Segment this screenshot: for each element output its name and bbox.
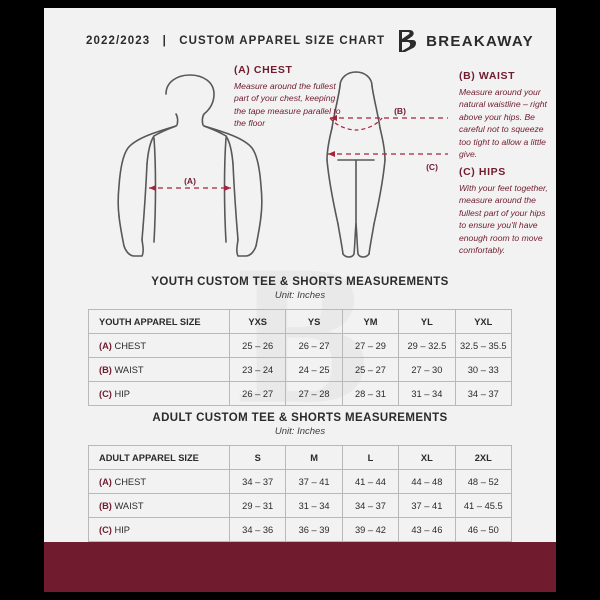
youth-row-2-label [89, 382, 230, 406]
adult-row-0-label [89, 470, 230, 494]
youth-size-table [88, 309, 512, 406]
adult-row-1-label [89, 494, 230, 518]
table-header-row [89, 446, 512, 470]
youth-row-0-label [89, 334, 230, 358]
youth-section [44, 276, 556, 406]
youth-r2-c2: 27 – 28 [286, 382, 342, 406]
adult-row-0-code: (A) [99, 476, 112, 487]
table-row [89, 470, 512, 494]
adult-r0-c1: 34 – 37 [230, 470, 286, 494]
youth-r0-c2: 26 – 27 [286, 334, 342, 358]
youth-r0-c4: 29 – 32.5 [399, 334, 455, 358]
adult-r0-c5: 48 – 52 [455, 470, 511, 494]
adult-r1-c1: 29 – 31 [230, 494, 286, 518]
adult-section [44, 412, 556, 542]
youth-col-5: YXL [455, 310, 511, 334]
waist-note-title: (B) WAIST [459, 70, 516, 82]
youth-r1-c3: 25 – 27 [342, 358, 398, 382]
adult-r2-c3: 39 – 42 [342, 518, 398, 542]
youth-row-0-name: CHEST [114, 340, 147, 351]
waist-measure-line [330, 115, 448, 130]
adult-r0-c2: 37 – 41 [286, 470, 342, 494]
hips-note-body: With your feet together, measure around the fullest part of your hips to ensure you'll have enough room to move comfortably. [459, 183, 548, 256]
adult-col-3: L [342, 446, 398, 470]
table-row [89, 518, 512, 542]
hips-note [459, 166, 551, 257]
adult-row-2-code: (C) [99, 524, 112, 535]
header-separator: | [162, 35, 167, 47]
hips-marker-label: (C) [426, 162, 438, 172]
youth-r0-c5: 32.5 – 35.5 [455, 334, 511, 358]
youth-unit: Unit: Inches [274, 290, 326, 301]
youth-r1-c1: 23 – 24 [230, 358, 286, 382]
adult-row-2-label [89, 518, 230, 542]
adult-row-1-name: WAIST [114, 500, 144, 511]
youth-r1-c2: 24 – 25 [286, 358, 342, 382]
footer-band [44, 542, 556, 592]
adult-r0-c3: 41 – 44 [342, 470, 398, 494]
header-title-text: CUSTOM APPAREL SIZE CHART [179, 35, 386, 47]
adult-row-1-code: (B) [99, 500, 112, 511]
adult-col-4: XL [399, 446, 455, 470]
adult-col-2: M [286, 446, 342, 470]
youth-col-1: YXS [230, 310, 286, 334]
adult-size-table [88, 445, 512, 542]
youth-r2-c1: 26 – 27 [230, 382, 286, 406]
adult-row-0-name: CHEST [114, 476, 147, 487]
size-chart-sheet [44, 8, 556, 592]
adult-col-0: ADULT APPAREL SIZE [89, 446, 230, 470]
adult-title: ADULT CUSTOM TEE & SHORTS MEASUREMENTS [152, 412, 448, 424]
waist-note-body: Measure around your natural waistline – right above your hips. Be careful not to squeeze too tight to allow a little give. [459, 87, 547, 160]
youth-r0-c3: 27 – 29 [342, 334, 398, 358]
header-year: 2022/2023 [86, 35, 151, 47]
hips-note-title: (C) HIPS [459, 166, 506, 178]
youth-row-1-label [89, 358, 230, 382]
adult-r1-c5: 41 – 45.5 [455, 494, 511, 518]
youth-r1-c5: 30 – 33 [455, 358, 511, 382]
youth-col-0: YOUTH APPAREL SIZE [89, 310, 230, 334]
waist-note [459, 70, 551, 161]
youth-row-1-name: WAIST [114, 364, 144, 375]
chest-note [234, 64, 344, 130]
youth-col-2: YS [286, 310, 342, 334]
adult-col-1: S [230, 446, 286, 470]
adult-r2-c4: 43 – 46 [399, 518, 455, 542]
b-monogram-logo-icon [396, 28, 418, 54]
youth-row-1-code: (B) [99, 364, 112, 375]
page-title [86, 35, 385, 47]
brand-lockup [396, 28, 534, 54]
table-row [89, 494, 512, 518]
chest-note-body: Measure around the fullest part of your chest, keeping the tape measure parallel to the floor [234, 81, 341, 129]
adult-r2-c5: 46 – 50 [455, 518, 511, 542]
adult-row-2-name: HIP [114, 524, 130, 535]
waist-marker-label: (B) [394, 106, 406, 116]
adult-r1-c3: 34 – 37 [342, 494, 398, 518]
adult-col-5: 2XL [455, 446, 511, 470]
youth-r2-c4: 31 – 34 [399, 382, 455, 406]
youth-title: YOUTH CUSTOM TEE & SHORTS MEASUREMENTS [151, 276, 449, 288]
youth-row-2-name: HIP [114, 388, 130, 399]
youth-r0-c1: 25 – 26 [230, 334, 286, 358]
adult-r0-c4: 44 – 48 [399, 470, 455, 494]
youth-col-4: YL [399, 310, 455, 334]
adult-r2-c1: 34 – 36 [230, 518, 286, 542]
table-row [89, 382, 512, 406]
youth-r1-c4: 27 – 30 [399, 358, 455, 382]
adult-r1-c4: 37 – 41 [399, 494, 455, 518]
youth-row-2-code: (C) [99, 388, 112, 399]
adult-unit: Unit: Inches [274, 426, 326, 437]
youth-col-3: YM [342, 310, 398, 334]
adult-r1-c2: 31 – 34 [286, 494, 342, 518]
table-header-row [89, 310, 512, 334]
chest-marker-label: (A) [184, 176, 196, 186]
measurement-diagram [44, 56, 556, 271]
chest-note-title: (A) CHEST [234, 64, 293, 76]
youth-row-0-code: (A) [99, 340, 112, 351]
brand-name: BREAKAWAY [426, 32, 534, 50]
youth-r2-c3: 28 – 31 [342, 382, 398, 406]
hips-measure-line [328, 151, 448, 157]
table-row [89, 358, 512, 382]
document-header [86, 26, 534, 56]
table-row [89, 334, 512, 358]
youth-r2-c5: 34 – 37 [455, 382, 511, 406]
adult-r2-c2: 36 – 39 [286, 518, 342, 542]
